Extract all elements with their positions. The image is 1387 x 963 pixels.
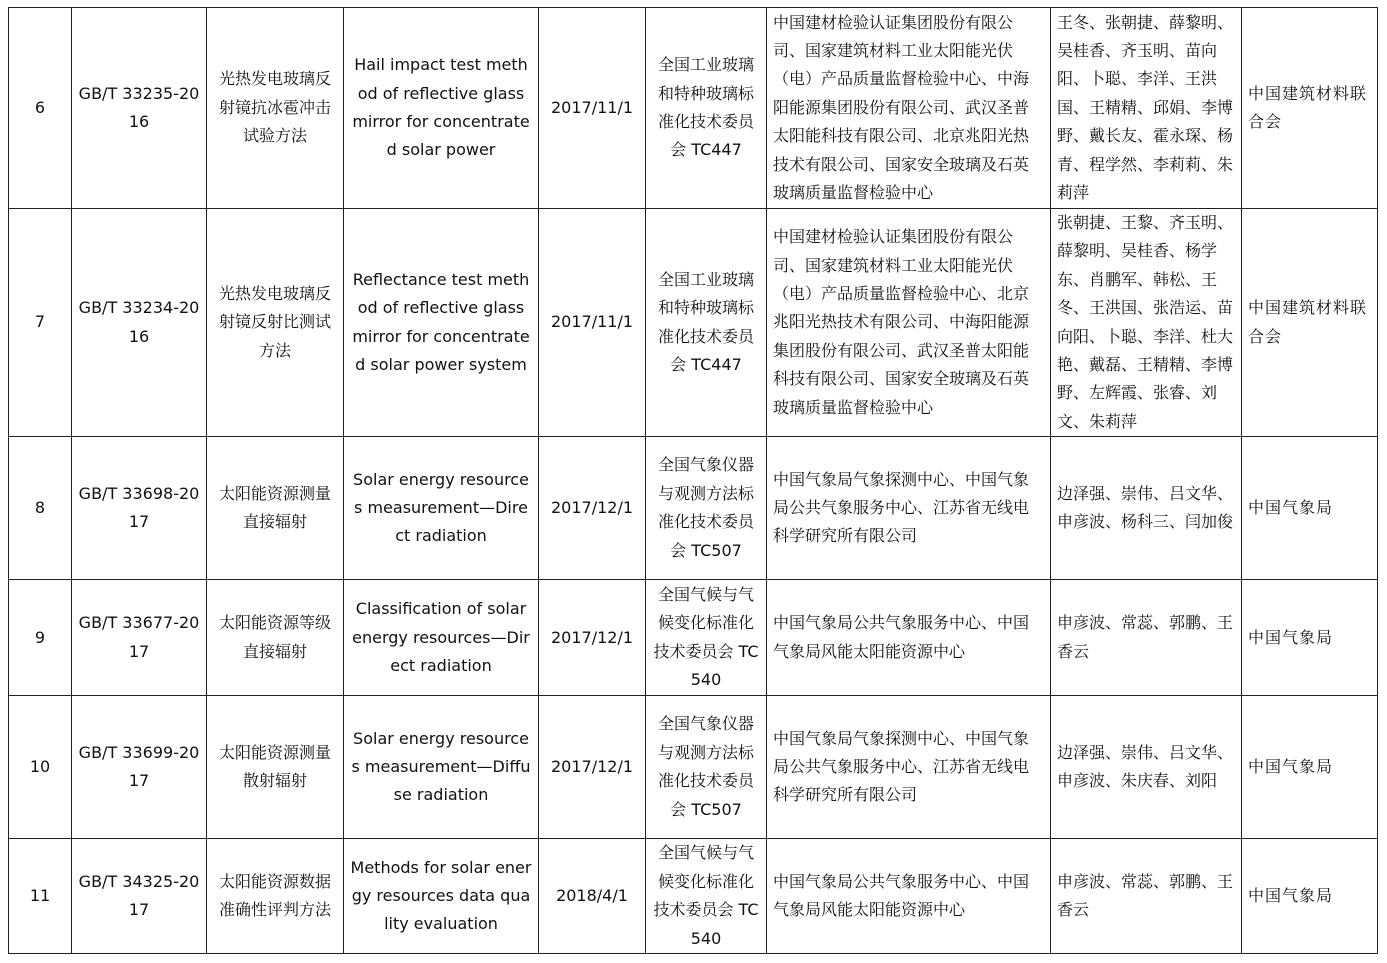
technical-committee: 全国气象仪器与观测方法标准化技术委员会 TC507 [646,437,767,580]
drafting-organizations: 中国气象局气象探测中心、中国气象局公共气象服务中心、江苏省无线电科学研究所有限公司 [767,437,1051,580]
standard-name-cn: 太阳能资源测量散射辐射 [207,696,344,839]
standard-code: GB/T 33235-2016 [72,8,207,209]
competent-department: 中国气象局 [1242,580,1378,696]
standard-code: GB/T 33699-2017 [72,696,207,839]
technical-committee: 全国工业玻璃和特种玻璃标准化技术委员会 TC447 [646,209,767,437]
implementation-date: 2017/11/1 [539,8,646,209]
drafting-organizations: 中国气象局公共气象服务中心、中国气象局风能太阳能资源中心 [767,839,1051,954]
implementation-date: 2017/12/1 [539,437,646,580]
competent-department: 中国建筑材料联合会 [1242,209,1378,437]
drafters: 申彦波、常蕊、郭鹏、王香云 [1051,839,1242,954]
row-number: 8 [9,437,72,580]
standard-name-cn: 太阳能资源测量直接辐射 [207,437,344,580]
drafters: 王冬、张朝捷、薛黎明、吴桂香、齐玉明、苗向阳、卜聪、李洋、王洪国、王精精、邱娟、李博野、戴长友、霍永琛、杨青、程学然、李莉莉、朱莉萍 [1051,8,1242,209]
standard-code: GB/T 34325-2017 [72,839,207,954]
standard-name-en: Solar energy resources measurement—Diffuse radiation [344,696,539,839]
standards-table [8,7,1378,954]
standard-name-cn: 太阳能资源数据准确性评判方法 [207,839,344,954]
technical-committee: 全国气候与气候变化标准化技术委员会 TC540 [646,580,767,696]
competent-department: 中国气象局 [1242,839,1378,954]
row-number: 9 [9,580,72,696]
standard-name-en: Classification of solar energy resources—Direct radiation [344,580,539,696]
standard-name-cn: 太阳能资源等级直接辐射 [207,580,344,696]
standard-name-cn: 光热发电玻璃反射镜抗冰雹冲击试验方法 [207,8,344,209]
standard-name-en: Reflectance test method of reflective glass mirror for concentrated solar power system [344,209,539,437]
competent-department: 中国气象局 [1242,437,1378,580]
competent-department: 中国气象局 [1242,696,1378,839]
table-row [9,437,1378,580]
table-row [9,580,1378,696]
competent-department: 中国建筑材料联合会 [1242,8,1378,209]
drafters: 边泽强、崇伟、吕文华、申彦波、杨科三、闫加俊 [1051,437,1242,580]
standard-code: GB/T 33234-2016 [72,209,207,437]
standard-name-en: Methods for solar energy resources data quality evaluation [344,839,539,954]
drafters: 申彦波、常蕊、郭鹏、王香云 [1051,580,1242,696]
drafters: 张朝捷、王黎、齐玉明、薛黎明、吴桂香、杨学东、肖鹏军、韩松、王冬、王洪国、张浩运、苗向阳、卜聪、李洋、杜大艳、戴磊、王精精、李博野、左辉霞、张睿、刘文、朱莉萍 [1051,209,1242,437]
standard-name-cn: 光热发电玻璃反射镜反射比测试方法 [207,209,344,437]
drafting-organizations: 中国建材检验认证集团股份有限公司、国家建筑材料工业太阳能光伏（电）产品质量监督检验中心、北京兆阳光热技术有限公司、中海阳能源集团股份有限公司、武汉圣普太阳能科技有限公司、国家安全玻璃及石英玻璃质量监督检验中心 [767,209,1051,437]
drafters: 边泽强、崇伟、吕文华、申彦波、朱庆春、刘阳 [1051,696,1242,839]
implementation-date: 2017/11/1 [539,209,646,437]
row-number: 7 [9,209,72,437]
table-row [9,839,1378,954]
implementation-date: 2017/12/1 [539,696,646,839]
row-number: 11 [9,839,72,954]
standard-name-en: Hail impact test method of reflective glass mirror for concentrated solar power [344,8,539,209]
technical-committee: 全国气候与气候变化标准化技术委员会 TC540 [646,839,767,954]
drafting-organizations: 中国气象局公共气象服务中心、中国气象局风能太阳能资源中心 [767,580,1051,696]
drafting-organizations: 中国气象局气象探测中心、中国气象局公共气象服务中心、江苏省无线电科学研究所有限公司 [767,696,1051,839]
standard-code: GB/T 33677-2017 [72,580,207,696]
implementation-date: 2017/12/1 [539,580,646,696]
table-row [9,209,1378,437]
row-number: 10 [9,696,72,839]
table-row [9,8,1378,209]
standard-name-en: Solar energy resources measurement—Direct radiation [344,437,539,580]
table-row [9,696,1378,839]
standard-code: GB/T 33698-2017 [72,437,207,580]
technical-committee: 全国气象仪器与观测方法标准化技术委员会 TC507 [646,696,767,839]
technical-committee: 全国工业玻璃和特种玻璃标准化技术委员会 TC447 [646,8,767,209]
implementation-date: 2018/4/1 [539,839,646,954]
drafting-organizations: 中国建材检验认证集团股份有限公司、国家建筑材料工业太阳能光伏（电）产品质量监督检验中心、中海阳能源集团股份有限公司、武汉圣普太阳能科技有限公司、北京兆阳光热技术有限公司、国家安全玻璃及石英玻璃质量监督检验中心 [767,8,1051,209]
row-number: 6 [9,8,72,209]
